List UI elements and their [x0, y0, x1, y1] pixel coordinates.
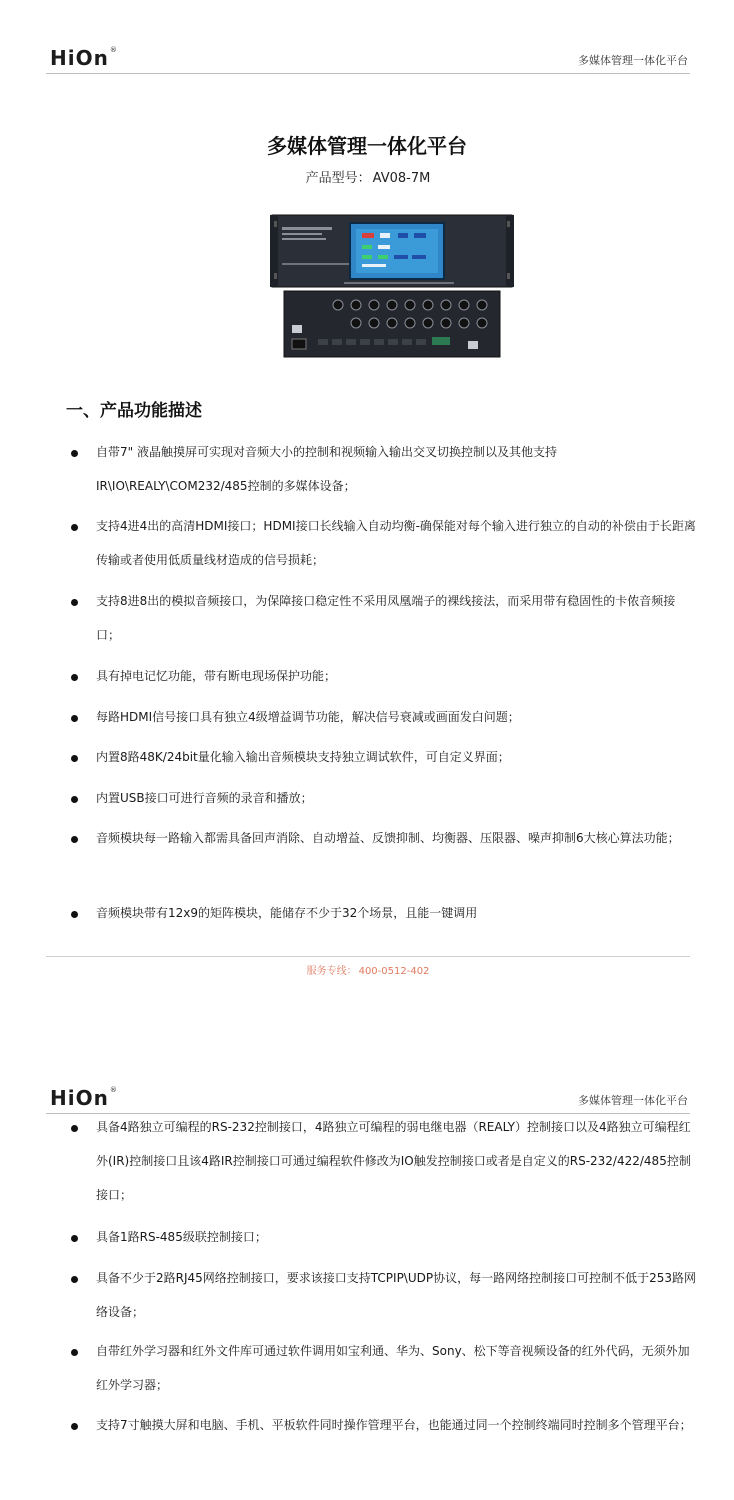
service-hotline: [0, 962, 734, 977]
footer-divider: [46, 956, 690, 957]
brand-logo: HiOn®: [50, 1086, 118, 1110]
bullet-icon: [71, 1423, 78, 1430]
bullet-icon: [71, 911, 78, 918]
bullet-icon: [71, 836, 78, 843]
brand-logo: HiOn®: [50, 46, 118, 70]
bullet-icon: [71, 1125, 78, 1132]
bullet-icon: [71, 715, 78, 722]
bullet-icon: [71, 796, 78, 803]
bullet-icon: [71, 674, 78, 681]
bullet-icon: [71, 1235, 78, 1242]
service-label: 服务专线：: [306, 966, 357, 977]
model-label: 产品型号：: [305, 171, 371, 186]
section-heading: 一、产品功能描述: [66, 401, 202, 421]
header-title: 多媒体管理一体化平台: [578, 54, 688, 67]
bullet-icon: [71, 1276, 78, 1283]
bullet-icon: [71, 450, 78, 457]
document-title: 多媒体管理一体化平台: [267, 134, 467, 158]
device-photo: [270, 213, 514, 359]
model-value: AV08-7M: [372, 171, 431, 186]
bullet-icon: [71, 524, 78, 531]
header-title: 多媒体管理一体化平台: [578, 1094, 688, 1107]
header-divider: [46, 73, 690, 74]
model-number: [0, 167, 734, 186]
page-header: [46, 46, 690, 80]
bullet-icon: [71, 755, 78, 762]
bullet-icon: [71, 1349, 78, 1356]
bullet-icon: [71, 599, 78, 606]
service-phone: 400-0512-402: [358, 966, 430, 977]
